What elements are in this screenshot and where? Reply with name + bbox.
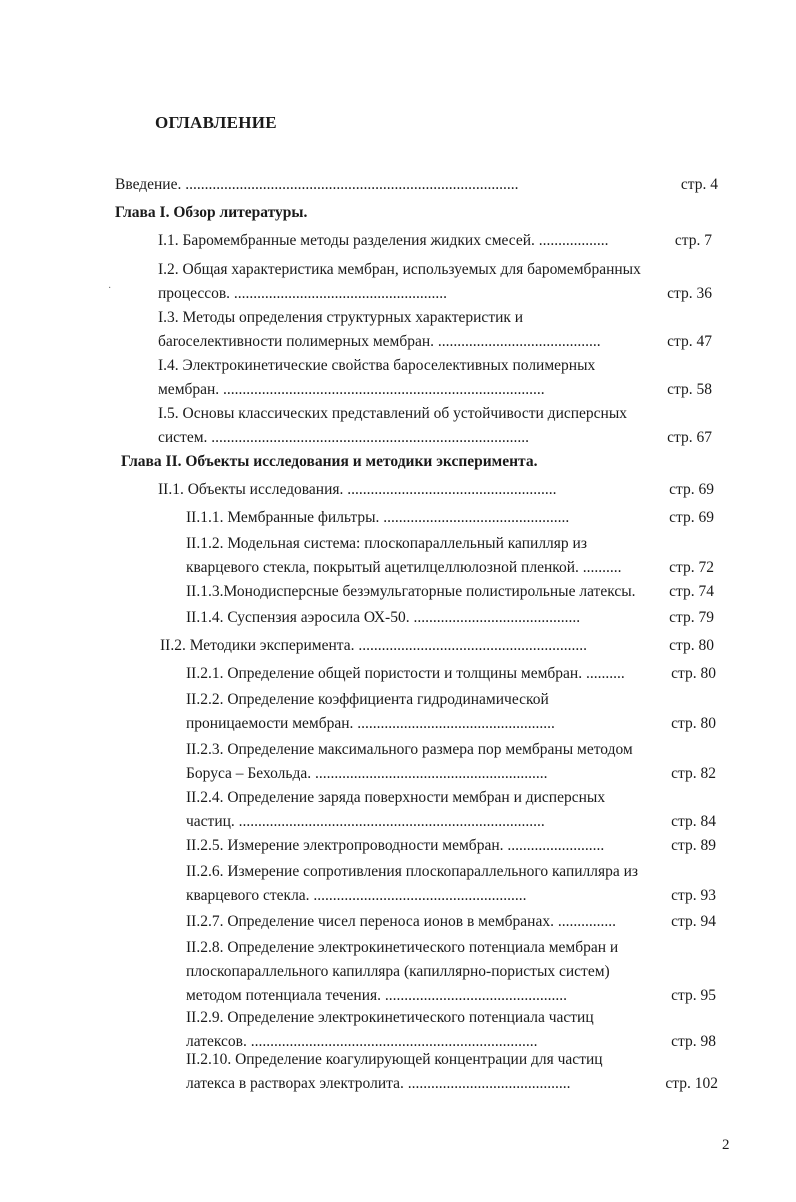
entry-text: II.2.5. Измерение электропроводности мембран. ......................... — [186, 837, 605, 854]
toc-entry-1-4 — [158, 354, 712, 402]
entry-text: I.4. Электрокинетические свойства бароселективных полимерных мембран. ................................................................................... — [158, 357, 600, 398]
entry-page: стр. 80 — [671, 715, 716, 732]
entry-page: стр. 95 — [671, 987, 716, 1004]
toc-entry-2-1-1 — [186, 506, 714, 530]
entry-page: стр. 80 — [671, 665, 716, 682]
entry-page: стр. 80 — [669, 637, 714, 654]
entry-text: II.2.9. Определение электрокинетического потенциала частиц латексов. .......................................................................... — [186, 1009, 598, 1050]
entry-text: II.1.2. Модельная система: плоскопараллельный капилляр из кварцевого стекла, покрытый ацетилцеллюлозной пленкой. .......... — [186, 535, 622, 576]
entry-page: стр. 36 — [667, 285, 712, 302]
entry-text: I.2. Общая характеристика мембран, используемых для баромембранных процессов. ....................................................... — [158, 261, 645, 302]
toc-entry-2-2-7 — [186, 910, 716, 934]
toc-entry-2-1-2 — [186, 532, 714, 580]
toc-entry-1-1 — [158, 229, 712, 253]
toc-entry-2-2 — [160, 634, 714, 658]
scan-speck: · — [108, 283, 112, 294]
entry-page: стр. 98 — [671, 1033, 716, 1050]
entry-page: стр. 69 — [669, 509, 714, 526]
entry-text: II.1.1. Мембранные фильтры. ................................................ — [186, 509, 570, 526]
entry-text: II.2.10. Определение коагулирующей концентрации для частиц латекса в растворах электролита. .......................................... — [186, 1051, 607, 1092]
toc-entry-introduction — [115, 173, 718, 197]
entry-text: I.1. Баромембранные методы разделения жидких смесей. .................. — [158, 232, 609, 249]
toc-entry-2-2-6 — [186, 860, 716, 908]
entry-text: II.1. Объекты исследования. ...................................................... — [158, 481, 557, 498]
entry-page: стр. 4 — [680, 176, 718, 193]
entry-page: стр. 67 — [667, 429, 712, 446]
entry-page: стр. 94 — [671, 913, 716, 930]
toc-entry-2-2-4 — [186, 786, 716, 834]
entry-text: II.2.8. Определение электрокинетического потенциала мембран и плоскопараллельного капилляра (капиллярно-пористых систем) методом потенциала течения. ............................................... — [186, 939, 623, 1004]
entry-page: стр. 102 — [665, 1075, 718, 1092]
toc-chapter-1-heading — [115, 201, 718, 225]
toc-entry-2-1 — [158, 478, 714, 502]
toc-entry-2-2-1 — [186, 662, 716, 686]
entry-text: II.2.4. Определение заряда поверхности мембран и дисперсных частиц. ............................................................................... — [186, 789, 609, 830]
entry-page: стр. 72 — [669, 559, 714, 576]
entry-text: II.1.4. Суспензия аэросила ОХ-50. ........................................... — [186, 609, 581, 626]
toc-entry-2-1-3 — [186, 580, 714, 604]
entry-text: II.2.2. Определение коэффициента гидродинамической проницаемости мембран. ................................................... — [186, 691, 555, 732]
entry-text: II.2.6. Измерение сопротивления плоскопараллельного капилляра из кварцевого стекла. ....................................................... — [186, 863, 642, 904]
toc-entry-2-1-4 — [186, 606, 714, 630]
toc-entry-1-2 — [158, 258, 712, 306]
entry-text: II.2.3. Определение максимального размера пор мембраны методом Боруса – Бехольда. ............................................................ — [186, 741, 637, 782]
entry-page: стр. 79 — [669, 609, 714, 626]
toc-entry-1-3 — [158, 306, 712, 354]
toc-title: ОГЛАВЛЕНИЕ — [155, 113, 277, 132]
toc-entry-2-2-10 — [186, 1048, 718, 1096]
entry-text: Глава I. Обзор литературы. — [115, 204, 308, 221]
entry-page: стр. 84 — [671, 813, 716, 830]
entry-text: II.2. Методики эксперимента. ........................................................... — [160, 637, 588, 654]
entry-page: стр. 82 — [671, 765, 716, 782]
toc-entry-2-2-3 — [186, 738, 716, 786]
entry-page: стр. 58 — [667, 381, 712, 398]
toc-entry-2-2-5 — [186, 834, 716, 858]
toc-chapter-2-heading — [121, 450, 721, 474]
entry-text: Введение. ...................................................................................... — [115, 176, 519, 193]
toc-entry-2-2-9 — [186, 1006, 716, 1054]
entry-page: стр. 93 — [671, 887, 716, 904]
toc-entry-1-5 — [158, 402, 712, 450]
entry-page: стр. 47 — [667, 333, 712, 350]
entry-text: II.1.3.Монодисперсные безэмульгаторные полистирольные латексы. — [186, 583, 636, 600]
entry-text: II.2.7. Определение чисел переноса ионов в мембранах. ............... — [186, 913, 616, 930]
toc-entry-2-2-8 — [186, 936, 716, 1008]
entry-text: I.3. Методы определения структурных характеристик и баroселективности полимерных мембран. .......................................... — [158, 309, 601, 350]
entry-text: II.2.1. Определение общей пористости и толщины мембран. .......... — [186, 665, 625, 682]
entry-page: стр. 89 — [671, 837, 716, 854]
entry-text: I.5. Основы классических представлений об устойчивости дисперсных систем. .................................................................................. — [158, 405, 631, 446]
entry-page: стр. 7 — [674, 232, 712, 249]
entry-page: стр. 74 — [669, 583, 714, 600]
entry-page: стр. 69 — [669, 481, 714, 498]
entry-text: Глава II. Объекты исследования и методики эксперимента. — [121, 453, 538, 470]
page-number: 2 — [722, 1137, 730, 1153]
toc-entry-2-2-2 — [186, 688, 716, 736]
